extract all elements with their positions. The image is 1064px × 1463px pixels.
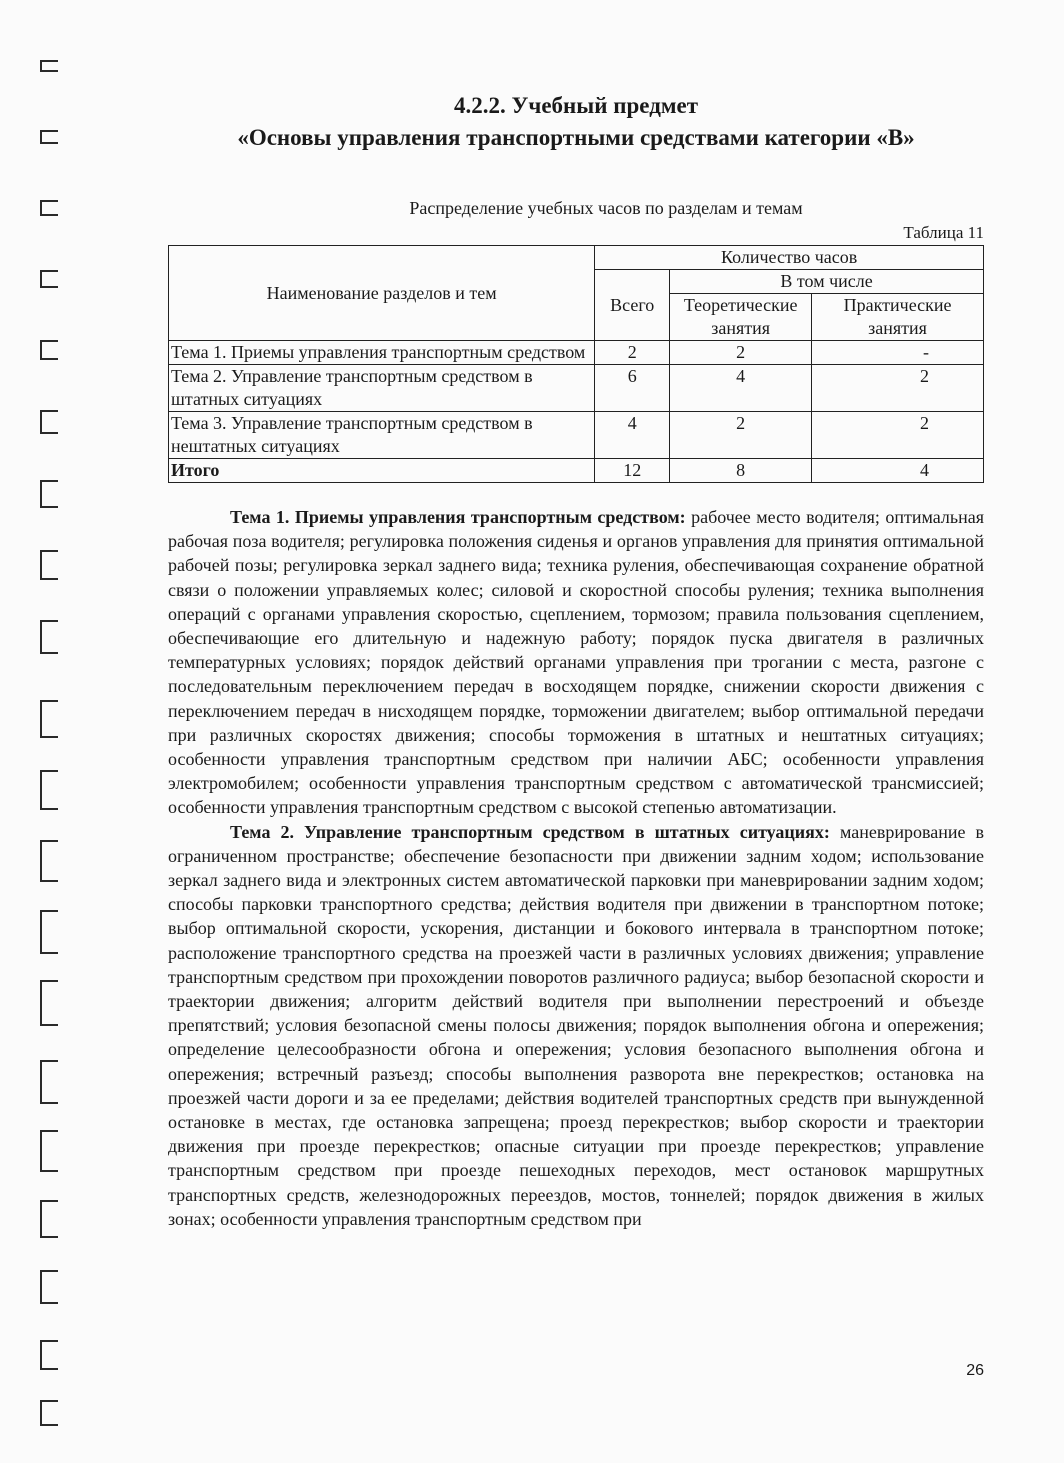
total-hours: 12 — [595, 459, 670, 483]
heading-line-2: «Основы управления транспортными средствами категории «В» — [237, 125, 915, 150]
page-number: 26 — [966, 1362, 984, 1379]
table-caption: Распределение учебных часов по разделам и темам — [409, 198, 803, 218]
row-practice: 2 — [812, 365, 984, 412]
topic-1-paragraph — [168, 505, 984, 820]
header-total: Всего — [595, 270, 670, 341]
topic-2-title: Тема 2. Управление транспортным средством в штатных ситуациях: — [230, 821, 830, 842]
row-total: 2 — [595, 341, 670, 365]
table-number: Таблица 11 — [903, 223, 984, 242]
topic-1-body: рабочее место водителя; оптимальная рабочая поза водителя; регулировка положения сиденья и органов управления для принятия оптимальной рабочей позы; регулировка зеркал заднего вида; техника руления, обеспечивающая сохранение обратной связи о положении управляемых колес; силовой и скоростной способы руления; техника выполнения операций с органами управления скоростью, сцеплением, тормозом; правила пользования сцеплением, обеспечивающие его длительную и надежную работу; порядок пуска двигателя в различных температурных условиях; порядок действий органами управления при трогании с места, разгоне с последовательным переключением передач в восходящем порядке, снижении скорости движения с переключением передач в нисходящем порядке, торможении двигателем; выбор оптимальной передачи при различных скоростях движения; способы торможения в штатных и нештатных ситуациях; особенности управления транспортным средством при наличии АБС; особенности управления электромобилем; особенности управления транспортным средством с автоматической трансмиссией; особенности управления транспортным средством с высокой степенью автоматизации. — [168, 507, 984, 818]
row-name: Тема 3. Управление транспортным средством в нештатных ситуациях — [169, 412, 595, 459]
row-theory: 4 — [670, 365, 812, 412]
heading-line-1: 4.2.2. Учебный предмет — [453, 93, 699, 118]
table-row — [169, 341, 984, 365]
row-total: 4 — [595, 412, 670, 459]
header-hours: Количество часов — [595, 246, 984, 270]
hours-table — [168, 245, 984, 483]
row-practice: - — [812, 341, 984, 365]
body-text — [168, 505, 984, 1231]
header-theory: Теоретические занятия — [670, 294, 812, 341]
row-theory: 2 — [670, 412, 812, 459]
row-total: 6 — [595, 365, 670, 412]
header-name: Наименование разделов и тем — [169, 246, 595, 341]
row-name: Тема 2. Управление транспортным средством в штатных ситуациях — [169, 365, 595, 412]
total-label: Итого — [169, 459, 595, 483]
header-practice: Практические занятия — [812, 294, 984, 341]
section-heading — [168, 90, 984, 154]
row-name: Тема 1. Приемы управления транспортным средством — [169, 341, 595, 365]
total-theory: 8 — [670, 459, 812, 483]
document-page — [168, 90, 984, 1231]
total-practice: 4 — [812, 459, 984, 483]
topic-1-title: Тема 1. Приемы управления транспортным средством: — [230, 507, 686, 527]
table-total-row — [169, 459, 984, 483]
row-theory: 2 — [670, 341, 812, 365]
row-practice: 2 — [812, 412, 984, 459]
table-row — [169, 412, 984, 459]
header-including: В том числе — [670, 270, 984, 294]
topic-2-paragraph — [168, 820, 984, 1231]
spiral-binding — [34, 0, 60, 1463]
topic-2-body: маневрирование в ограниченном пространстве; обеспечение безопасности при движении задним ходом; использование зеркал заднего вида и электронных систем автоматической парковки при маневрировании задним ходом; способы парковки транспортного средства; действия водителя при движении в транспортном потоке; выбор оптимальной скорости, ускорения, дистанции и бокового интервала в транспортном потоке; расположение транспортного средства на проезжей части в различных условиях движения; управление транспортным средством при прохождении поворотов различного радиуса; выбор безопасной скорости и траектории движения; алгоритм действий водителя при выполнении перестроений и объезде препятствий; условия безопасной смены полосы движения; порядок выполнения обгона и опережения; определение целесообразности обгона и опережения; условия безопасного выполнения обгона и опережения; встречный разъезд; способы выполнения разворота вне перекрестков; остановка на проезжей части дороги и за ее пределами; действия водителей транспортных средств при вынужденной остановке в местах, где остановка запрещена; проезд перекрестков; выбор скорости и траектории движения при проезде перекрестков; опасные ситуации при проезде перекрестков; управление транспортным средством при проезде пешеходных переходов, мест остановок маршрутных транспортных средств, железнодорожных переездов, мостов, тоннелей; порядок движения в жилых зонах; особенности управления транспортным средством при — [168, 821, 985, 1229]
table-row — [169, 365, 984, 412]
